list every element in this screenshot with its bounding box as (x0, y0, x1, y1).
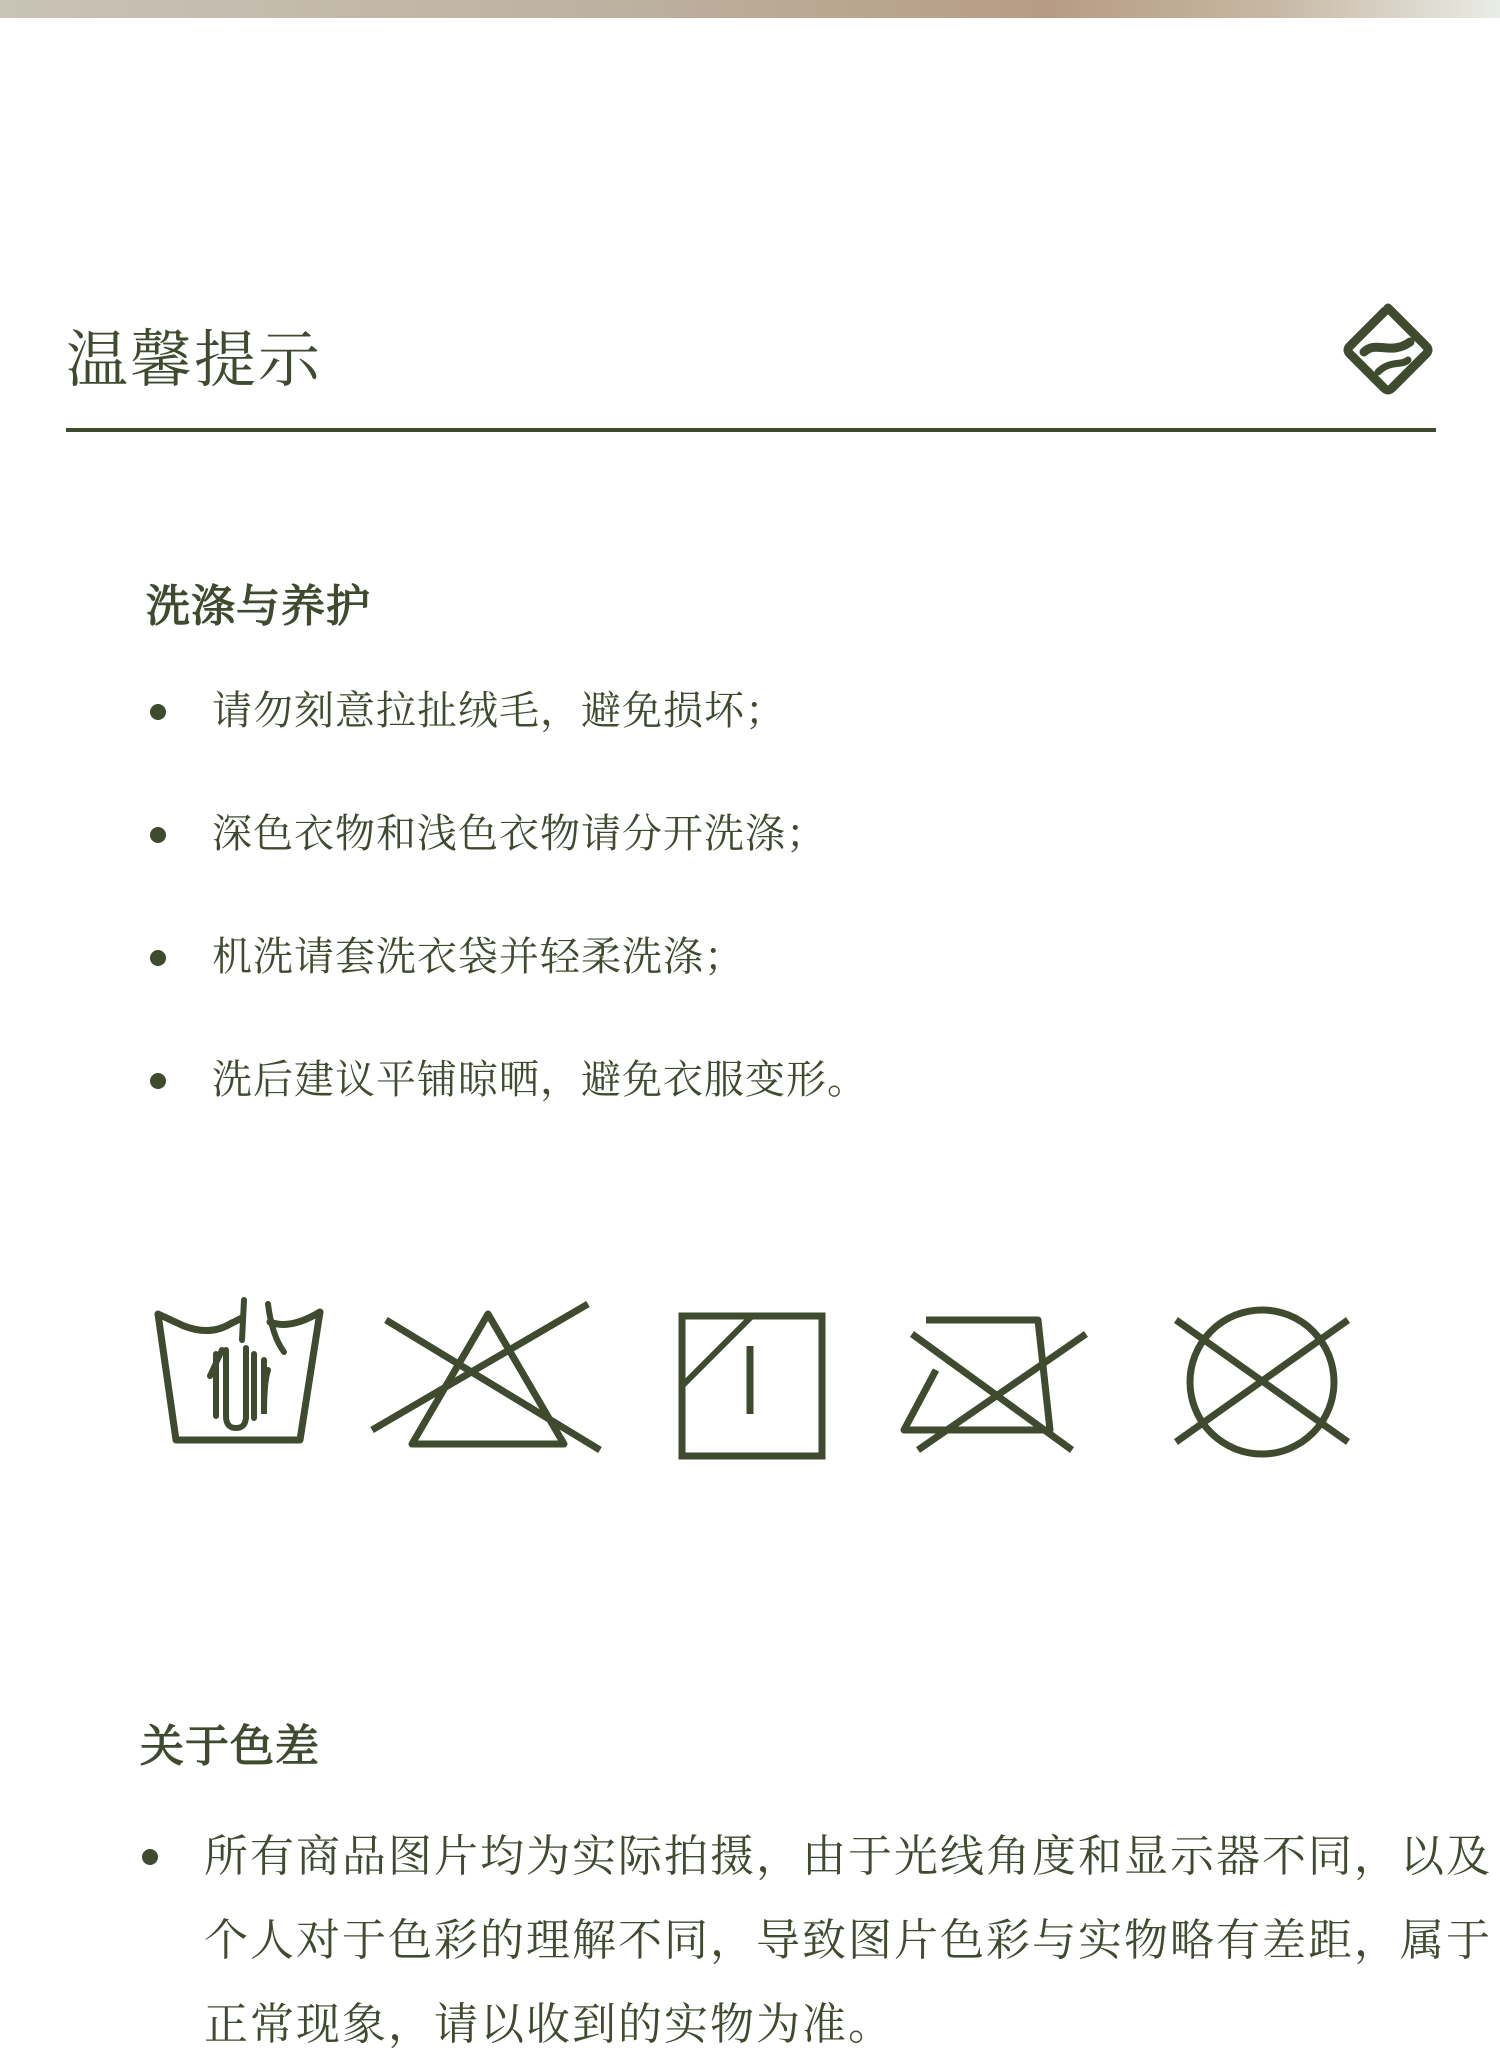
do-not-bleach-icon (368, 1290, 608, 1470)
do-not-iron-icon (888, 1290, 1088, 1470)
list-item-text: 深色衣物和浅色衣物请分开洗涤； (212, 811, 827, 857)
bullet-icon (150, 1073, 166, 1089)
color-section-title: 关于色差 (140, 1721, 320, 1772)
header-divider (66, 428, 1436, 432)
color-note-list (142, 1815, 1500, 2067)
line-dry-shade-icon (670, 1290, 830, 1470)
product-photo-edge (0, 0, 1500, 18)
bullet-icon (142, 1849, 158, 1865)
list-item (150, 1045, 868, 1168)
list-item (150, 799, 868, 922)
care-list (150, 676, 868, 1168)
bullet-icon (150, 704, 166, 720)
list-item-text: 请勿刻意拉扯绒毛，避免损坏； (212, 688, 786, 734)
bullet-icon (150, 827, 166, 843)
care-section-title: 洗涤与养护 (146, 581, 371, 632)
list-item (150, 676, 868, 799)
list-item (150, 922, 868, 1045)
brand-logo-icon (1338, 300, 1438, 400)
list-item-text: 洗后建议平铺晾晒，避免衣服变形。 (212, 1057, 868, 1103)
list-item-text: 机洗请套洗衣袋并轻柔洗涤； (212, 934, 745, 980)
color-note-text: 所有商品图片均为实际拍摄，由于光线角度和显示器不同，以及个人对于色彩的理解不同，导致图片色彩与实物略有差距，属于正常现象，请以收到的实物为准。 (204, 1831, 1492, 2050)
bullet-icon (150, 950, 166, 966)
page-title: 温馨提示 (66, 323, 323, 396)
hand-wash-icon (150, 1290, 330, 1470)
do-not-tumble-dry-icon (1172, 1290, 1362, 1470)
care-symbols (150, 1290, 1370, 1470)
list-item (142, 1815, 1500, 2067)
